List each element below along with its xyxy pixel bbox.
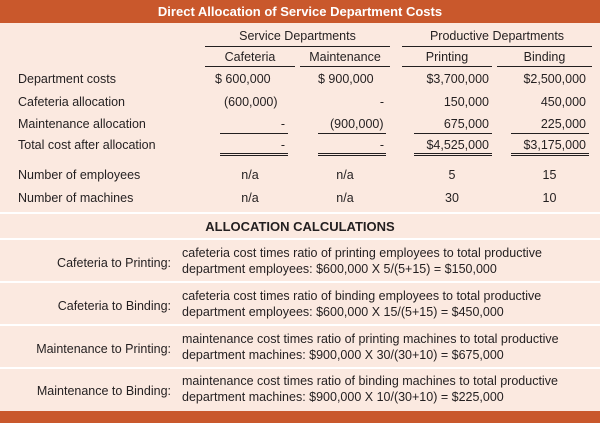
table-cell: 675,000 [443, 117, 489, 131]
row-label: Number of employees [18, 168, 141, 182]
calc-text [182, 373, 592, 405]
calc-line: maintenance cost times ratio of binding machines to total productive [182, 374, 558, 388]
column-header-binding: Binding [523, 50, 566, 64]
calc-text [182, 331, 592, 363]
total-double-rule [511, 152, 589, 156]
table-cell: 5 [448, 168, 456, 182]
sum-rule [511, 133, 589, 134]
table-cell: $ 600,000 [215, 72, 271, 86]
calculations-heading: ALLOCATION CALCULATIONS [205, 219, 395, 234]
table-title: Direct Allocation of Service Department Costs [0, 0, 600, 23]
table-cell: n/a [241, 191, 259, 205]
section-divider [0, 324, 600, 326]
table-cell: - [280, 138, 285, 152]
column-rule [497, 66, 592, 67]
calc-line: department employees: $600,000 X 15/(5+15) = $450,000 [182, 305, 504, 319]
total-double-rule [318, 152, 386, 156]
service-departments-header: Service Departments [239, 29, 356, 43]
calc-line: department machines: $900,000 X 10/(30+10) = $225,000 [182, 390, 504, 404]
table-cell: - [379, 138, 384, 152]
productive-header-rule [402, 46, 592, 47]
table-cell: n/a [336, 168, 354, 182]
table-cell: n/a [336, 191, 354, 205]
total-double-rule [414, 152, 492, 156]
column-header-printing: Printing [425, 50, 469, 64]
sum-rule [220, 133, 288, 134]
bottom-accent-bar [0, 411, 600, 423]
calc-label: Maintenance to Binding: [36, 384, 171, 398]
calc-label: Cafeteria to Printing: [57, 256, 171, 270]
sum-rule [318, 133, 386, 134]
calc-line: cafeteria cost times ratio of printing employees to total productive [182, 246, 542, 260]
productive-departments-header: Productive Departments [429, 29, 565, 43]
column-header-cafeteria: Cafeteria [224, 50, 276, 64]
calc-line: department machines: $900,000 X 30/(30+10) = $675,000 [182, 348, 504, 362]
table-cell: $4,525,000 [426, 138, 489, 152]
row-label: Number of machines [18, 191, 134, 205]
section-divider [0, 238, 600, 240]
table-cell: 15 [542, 168, 557, 182]
table-cell: $3,700,000 [426, 72, 489, 86]
calc-line: department employees: $600,000 X 5/(5+15) = $150,000 [182, 262, 497, 276]
table-cell: n/a [241, 168, 259, 182]
table-cell: - [280, 117, 285, 131]
section-divider [0, 281, 600, 283]
row-label: Department costs [18, 72, 116, 86]
column-header-maintenance: Maintenance [309, 50, 381, 64]
calc-text [182, 288, 592, 320]
calc-label: Cafeteria to Binding: [57, 299, 171, 313]
table-cell: (600,000) [224, 95, 278, 109]
table-cell: 30 [445, 191, 459, 205]
section-divider [0, 367, 600, 369]
table-cell: 10 [542, 191, 557, 205]
table-cell: $2,500,000 [523, 72, 586, 86]
table-cell: - [379, 95, 384, 109]
table-cell: 450,000 [540, 95, 586, 109]
table-cell: (900,000) [330, 117, 384, 131]
calc-text [182, 245, 592, 277]
column-rule [402, 66, 492, 67]
column-rule [300, 66, 390, 67]
row-label: Maintenance allocation [18, 117, 146, 131]
table-cell: 225,000 [540, 117, 586, 131]
table-cell: $ 900,000 [318, 72, 374, 86]
row-label: Cafeteria allocation [18, 95, 126, 109]
table-cell: 150,000 [443, 95, 489, 109]
calc-line: maintenance cost times ratio of printing machines to total productive [182, 332, 559, 346]
calc-label: Maintenance to Printing: [36, 342, 171, 356]
calc-line: cafeteria cost times ratio of binding employees to total productive [182, 289, 542, 303]
total-double-rule [220, 152, 288, 156]
column-rule [205, 66, 295, 67]
row-label: Total cost after allocation [18, 138, 156, 152]
sum-rule [414, 133, 492, 134]
service-header-rule [205, 46, 390, 47]
section-divider [0, 212, 600, 214]
table-cell: $3,175,000 [523, 138, 586, 152]
